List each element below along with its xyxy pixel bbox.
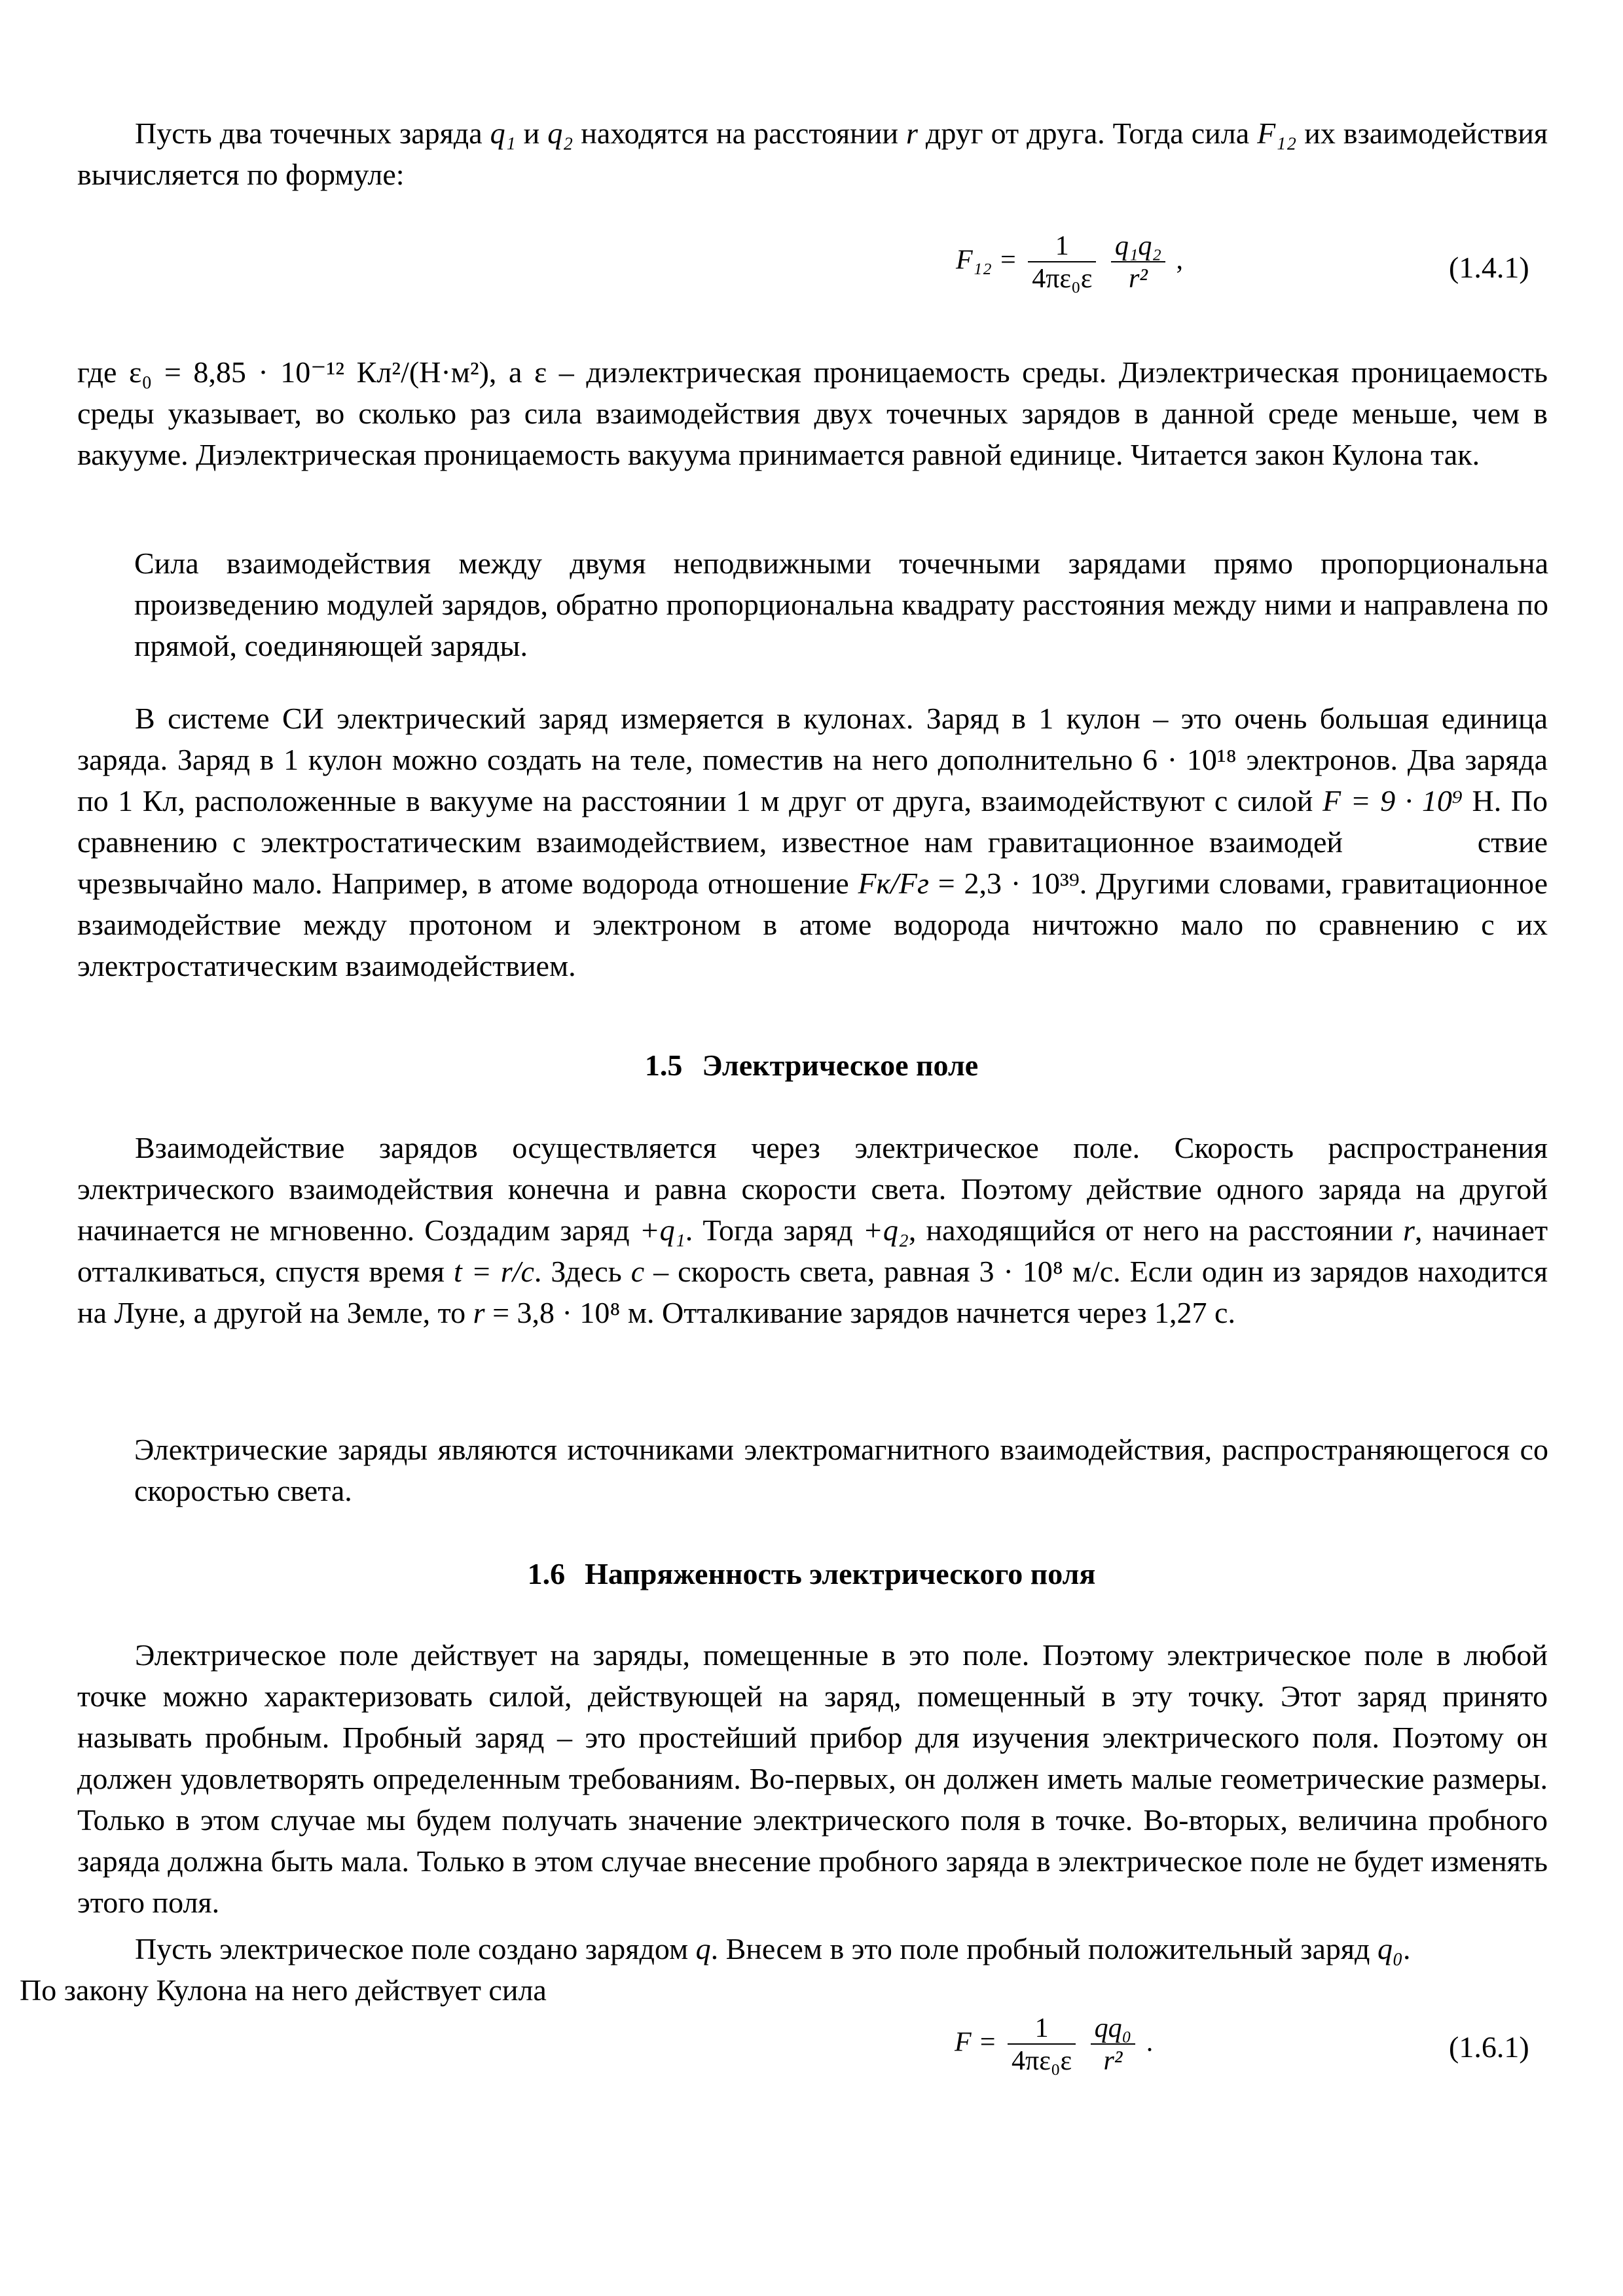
text: Электрические заряды являются источниками электромагнитного взаимодействия, распространяющегося со скоростью света.	[134, 1433, 1548, 1507]
text: . Внесем в это поле пробный положительный заряд	[710, 1932, 1370, 1965]
equation-number: (1.6.1)	[1449, 2030, 1529, 2064]
text: Сила взаимодействия между двумя неподвижными точечными зарядами прямо пропорциональна произведению модулей зарядов, обратно пропорциональна квадрату расстояния между ними и направлена по прямой, соединяющей заряды.	[134, 547, 1548, 662]
symbol-q: q	[695, 1932, 711, 1965]
section-title: Электрическое поле	[702, 1049, 979, 1082]
fraction-numerator: 1	[1055, 231, 1069, 261]
paragraph-si-units	[77, 698, 1548, 986]
symbol-F12: F₁₂	[1257, 117, 1297, 150]
text: Электрическое поле действует на заряды, помещенные в это поле. Поэтому электрическое поле в любой точке можно характеризовать силой, действующей на заряд, помещенный в эту точку. Этот заряд принято называть пробным. Пробный заряд – это простейший прибор для изучения электрического поля. Поэтому он должен удовлетворять определенным требованиям. Во-первых, он должен иметь малые геометрические размеры. Только в этом случае мы будем получать значение электрического поля в точке. Во-вторых, величина пробного заряда должна быть мала. Только в этом случае внесение пробного заряда в электрическое поле не будет изменять этого поля.	[77, 1638, 1548, 1919]
section-number: 1.6	[527, 1557, 566, 1590]
equation-lhs: F₁₂ =	[956, 245, 1017, 276]
equation-punct: .	[1146, 2027, 1154, 2058]
symbol-r: r	[1403, 1213, 1415, 1247]
rule-field-source	[134, 1429, 1548, 1511]
formula-ratio: Fк/Fг	[858, 867, 929, 900]
equation-1-6-1	[955, 2015, 1153, 2075]
fraction-numerator: 1	[1034, 2013, 1049, 2043]
symbol-q0: q₀	[1377, 1932, 1403, 1965]
fraction-charges	[1091, 2015, 1136, 2075]
equation-1-4-1	[956, 232, 1183, 293]
equation-number: (1.4.1)	[1449, 251, 1529, 284]
paragraph-electric-field	[77, 1127, 1548, 1333]
equation-punct: ,	[1176, 245, 1184, 276]
symbol-c: c	[630, 1255, 645, 1288]
fraction-denominator: r²	[1091, 2043, 1136, 2075]
paragraph-coulomb-force	[20, 1928, 1548, 2011]
text: = 2,3 · 10³⁹. Другими словами, гравитационное взаимодействие между протоном и электроном в атоме водорода ничтожно мало по сравнению с их электростатическим взаимодействием.	[77, 867, 1548, 982]
symbol-plus-q1: +q₁	[639, 1213, 685, 1247]
formula-force: F = 9 · 10⁹	[1322, 784, 1463, 817]
text: – скорость света, равная 3 · 10⁸ м/с. Если один из зарядов находится на Луне, а другой на Земле, то	[77, 1255, 1548, 1329]
section-number: 1.5	[644, 1049, 683, 1082]
text: находятся на расстоянии	[581, 117, 898, 150]
text: . Здесь	[534, 1255, 622, 1288]
text: , начинает отталкиваться, спустя время	[77, 1213, 1548, 1288]
text: Н. По сравнению с электростатическим взаимодействием, известное нам гравитационное взаимодей	[77, 784, 1548, 859]
fraction-denominator: 4πε₀ε	[1008, 2043, 1076, 2075]
fraction-charges	[1111, 232, 1165, 293]
text: их	[1304, 117, 1336, 150]
text: .	[1402, 1932, 1411, 1965]
rule-coulomb-law	[134, 543, 1548, 666]
paragraph-test-charge	[77, 1634, 1548, 1923]
symbol-r: r	[473, 1296, 485, 1329]
symbol-r: r	[906, 117, 918, 150]
text: Взаимодействие зарядов осуществляется через электрическое поле. Скорость распространения электрического взаимодействия конечна и равна скорости света. Поэтому действие одного заряда на другой начинается не мгновенно. Создадим заряд	[77, 1131, 1548, 1247]
fraction-denominator: 4πε₀ε	[1028, 261, 1096, 293]
text: По закону Кулона на него действует сила	[20, 1973, 547, 2007]
text: где ε₀ = 8,85 · 10⁻¹² Кл²/(Н·м²), а ε – диэлектрическая проницаемость среды. Диэлектрическая проницаемость среды указывает, во сколько раз сила взаимодействия двух точечных зарядов в данной среде меньше, чем в вакууме. Диэлектрическая проницаемость вакуума принимается равной единице. Читается закон Кулона так.	[77, 355, 1548, 471]
section-title: Напряженность электрического поля	[585, 1557, 1096, 1590]
text: и	[523, 117, 540, 150]
fraction-numerator: q₁q₂	[1114, 231, 1162, 261]
text: друг от друга. Тогда сила	[925, 117, 1250, 150]
text: . Тогда заряд	[685, 1213, 853, 1247]
formula-time: t = r/c	[453, 1255, 534, 1288]
equation-lhs: F =	[955, 2027, 997, 2058]
fraction-numerator: qq₀	[1094, 2013, 1132, 2043]
text: ствие чрезвычайно мало. Например, в атоме водорода отношение	[77, 825, 1548, 900]
section-heading-1-5	[0, 1045, 1623, 1086]
text: Пусть электрическое поле создано зарядом	[135, 1932, 689, 1965]
fraction-denominator: r²	[1111, 261, 1165, 293]
symbol-q2: q₂	[547, 117, 574, 150]
section-heading-1-6	[0, 1553, 1623, 1594]
paragraph-intro	[77, 113, 1548, 195]
paragraph-epsilon	[77, 351, 1548, 475]
symbol-plus-q2: +q₂	[862, 1213, 909, 1247]
text: взаимодействия вычисляется по формуле:	[77, 117, 1548, 191]
fraction-constant	[1028, 232, 1096, 293]
text: = 3,8 · 10⁸ м. Отталкивание зарядов начнется через 1,27 с.	[492, 1296, 1235, 1329]
text: , находящийся от него на расстоянии	[908, 1213, 1393, 1247]
text: Пусть два точечных заряда	[135, 117, 483, 150]
text: В системе СИ электрический заряд измеряется в кулонах. Заряд в 1 кулон – это очень большая единица заряда. Заряд в 1 кулон можно создать на теле, поместив на него дополнительно 6 · 10¹⁸ электронов. Два заряда по 1 Кл, расположенные в вакууме на расстоянии 1 м друг от друга, взаимодействуют с силой	[77, 702, 1548, 817]
fraction-constant	[1008, 2015, 1076, 2075]
symbol-q1: q₁	[490, 117, 516, 150]
